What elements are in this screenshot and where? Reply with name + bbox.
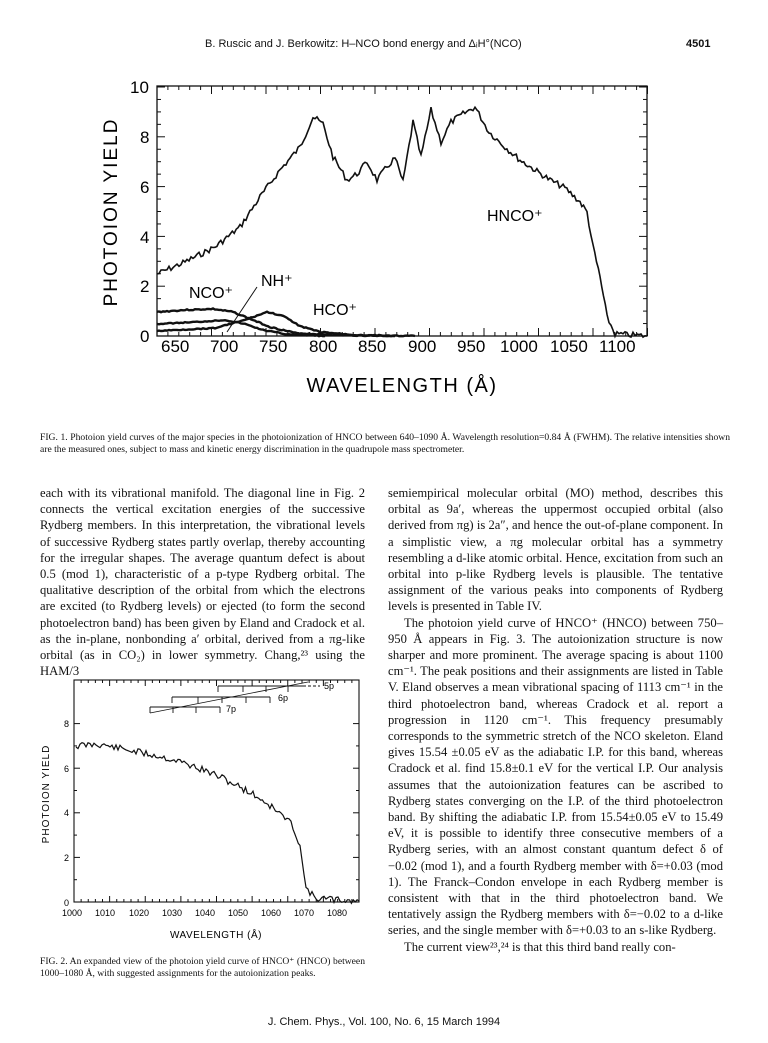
fig1-xtick-800: 800 (309, 337, 338, 356)
fig1-curve-nh (157, 320, 325, 336)
fig1-xtick-1100: 1100 (599, 337, 636, 356)
figure-2-caption: FIG. 2. An expanded view of the photoion yield curve of HNCO⁺ (HNCO) between 1000–1080 Å, with suggested assignments for the autoionization peaks. (40, 956, 365, 979)
figure-1 (95, 62, 675, 402)
fig2-ytick-6: 6 (64, 764, 70, 774)
paragraph: semiempirical molecular orbital (MO) method, describes this orbital as 9a′, whereas the uppermost occupied orbital (also derived from πg) is 2a″, and hence the out-of-plane component. In a simplistic view, a πg molecular orbital has a symmetry resembling a d-like atomic orbital. Hence, excitation from such an orbital into p-like Rydberg levels is plausible. The tentative assignment of the various peaks into components of Rydberg levels is presented in Table IV. (388, 486, 723, 614)
fig1-ytick-10: 10 (130, 78, 149, 97)
fig1-xtick-1050: 1050 (550, 337, 588, 356)
fig1-xtick-700: 700 (210, 337, 239, 356)
fig2-xtick-1040: 1040 (195, 908, 216, 918)
fig2-y-tick-marks (74, 724, 359, 902)
fig1-label-hnco: HNCO⁺ (487, 208, 543, 225)
fig1-xtick-950: 950 (457, 337, 486, 356)
fig1-ytick-0: 0 (140, 327, 150, 346)
fig2-xtick-1080: 1080 (327, 908, 348, 918)
fig2-label-5p: 5p (324, 681, 335, 691)
fig2-xtick-1030: 1030 (162, 908, 183, 918)
fig1-curve-hco (157, 312, 415, 337)
fig1-ytick-6: 6 (140, 178, 150, 197)
journal-footer: J. Chem. Phys., Vol. 100, No. 6, 15 March 1994 (267, 1016, 501, 1028)
fig2-label-7p: 7p (226, 704, 237, 714)
fig1-ytick-8: 8 (140, 128, 150, 147)
fig2-ytick-4: 4 (64, 808, 70, 818)
fig1-xlabel: WAVELENGTH (Å) (306, 375, 498, 397)
paragraph: each with its vibrational manifold. The diagonal line in Fig. 2 connects the vertical excitation energies of the successive Rydberg members. In this interpretation, the vibrational levels of successive Rydberg states partly overlap, thereby accounting for the irregular shapes. The average quantum defect is about 0.5 (mod 1), characteristic of a p-type Rydberg orbital. The qualitative description of the orbital from which the electrons are excited (to Rydberg levels) or ejected (to form the second photoelectron band) has been given by Eland and Cradock et al. as the in-plane, nonbonding a′ orbital, derived from a πg-like orbital (as in CO₂) in lower symmetry. Chang,²³ using the HAM/3 (40, 486, 365, 679)
fig2-xtick-1070: 1070 (294, 908, 315, 918)
fig2-ytick-8: 8 (64, 719, 70, 729)
paragraph: The current view²³,²⁴ is that this third band really con- (404, 939, 676, 954)
fig2-xtick-1010: 1010 (95, 908, 116, 918)
fig2-xtick-1020: 1020 (129, 908, 150, 918)
fig1-xtick-850: 850 (358, 337, 387, 356)
fig2-xtick-1060: 1060 (261, 908, 282, 918)
body-column-left (40, 485, 365, 679)
body-column-right (388, 485, 723, 955)
fig1-xtick-650: 650 (161, 337, 190, 356)
fig2-x-tick-marks (74, 680, 359, 902)
fig2-ylabel: PHOTOION YIELD (41, 744, 52, 844)
fig2-xtick-1000: 1000 (62, 908, 83, 918)
fig2-curve-hnco (76, 743, 359, 904)
page-number: 4501 (686, 38, 711, 50)
figure-2 (38, 676, 368, 944)
figure-1-caption: FIG. 1. Photoion yield curves of the major species in the photoionization of HNCO between 640–1090 Å. Wavelength resolution=0.84 Å (FWHM). The relative intensities shown are the measured ones, subject to mass and kinetic energy discrimination in the quadrupole mass spectrometer. (40, 432, 730, 455)
fig2-ytick-2: 2 (64, 853, 70, 863)
fig1-label-nco: NCO⁺ (189, 285, 233, 302)
fig1-xtick-1000: 1000 (500, 337, 538, 356)
fig2-xtick-1050: 1050 (228, 908, 249, 918)
paragraph: The photoion yield curve of HNCO⁺ (HNCO) between 750–950 Å appears in Fig. 3. The autoionization structure is now sharper and more prominent. The average spacing is about 1100 cm⁻¹. The peak positions and their assignments are listed in Table V. Eland observes a mean vibrational spacing of 1113 cm⁻¹ in the third photoelectron band, whereas Cradock et al. report a progression in 1120 cm⁻¹. This frequency presumably corresponds to the symmetric stretch of the NCO skeleton. Eland gives 15.54 ±0.05 eV as the adiabatic I.P. for this band, whereas Cradock et al. find 15.8±0.1 eV for the vertical I.P. Our analysis assumes that the autoionization features can be ascribed to Rydberg states converging on the I.P. of the third photoelectron band. By shifting the adiabatic I.P. from 15.54±0.05 eV to 15.49 eV, it is possible to identify three consecutive members of a Rydberg series, with an almost constant quantum defect δ of −0.02 (mod 1), and a fourth Rydberg member with δ=+0.03 (mod 1). The Franck–Condon envelope in each Rydberg member is consistent with that in the third photoelectron band. We tentatively assign the Rydberg members with δ=−0.02 to a d-like series, and the single member with δ=+0.03 to an s-like Rydberg. (388, 615, 723, 938)
fig1-ylabel: PHOTOION YIELD (101, 117, 122, 307)
fig2-ytick-0: 0 (64, 898, 70, 908)
fig1-ytick-4: 4 (140, 228, 150, 247)
fig1-label-nh: NH⁺ (261, 273, 293, 290)
fig2-xlabel: WAVELENGTH (Å) (169, 930, 263, 941)
fig1-ytick-2: 2 (140, 277, 150, 296)
fig1-xtick-900: 900 (408, 337, 437, 356)
fig1-xtick-750: 750 (259, 337, 288, 356)
fig2-plot-frame (74, 680, 359, 902)
fig2-label-6p: 6p (278, 693, 289, 703)
header-title: B. Ruscic and J. Berkowitz: H–NCO bond energy and ΔᵢH°(NCO) (205, 38, 522, 50)
fig1-curve-hnco (157, 107, 647, 337)
fig1-label-hco: HCO⁺ (313, 302, 357, 319)
